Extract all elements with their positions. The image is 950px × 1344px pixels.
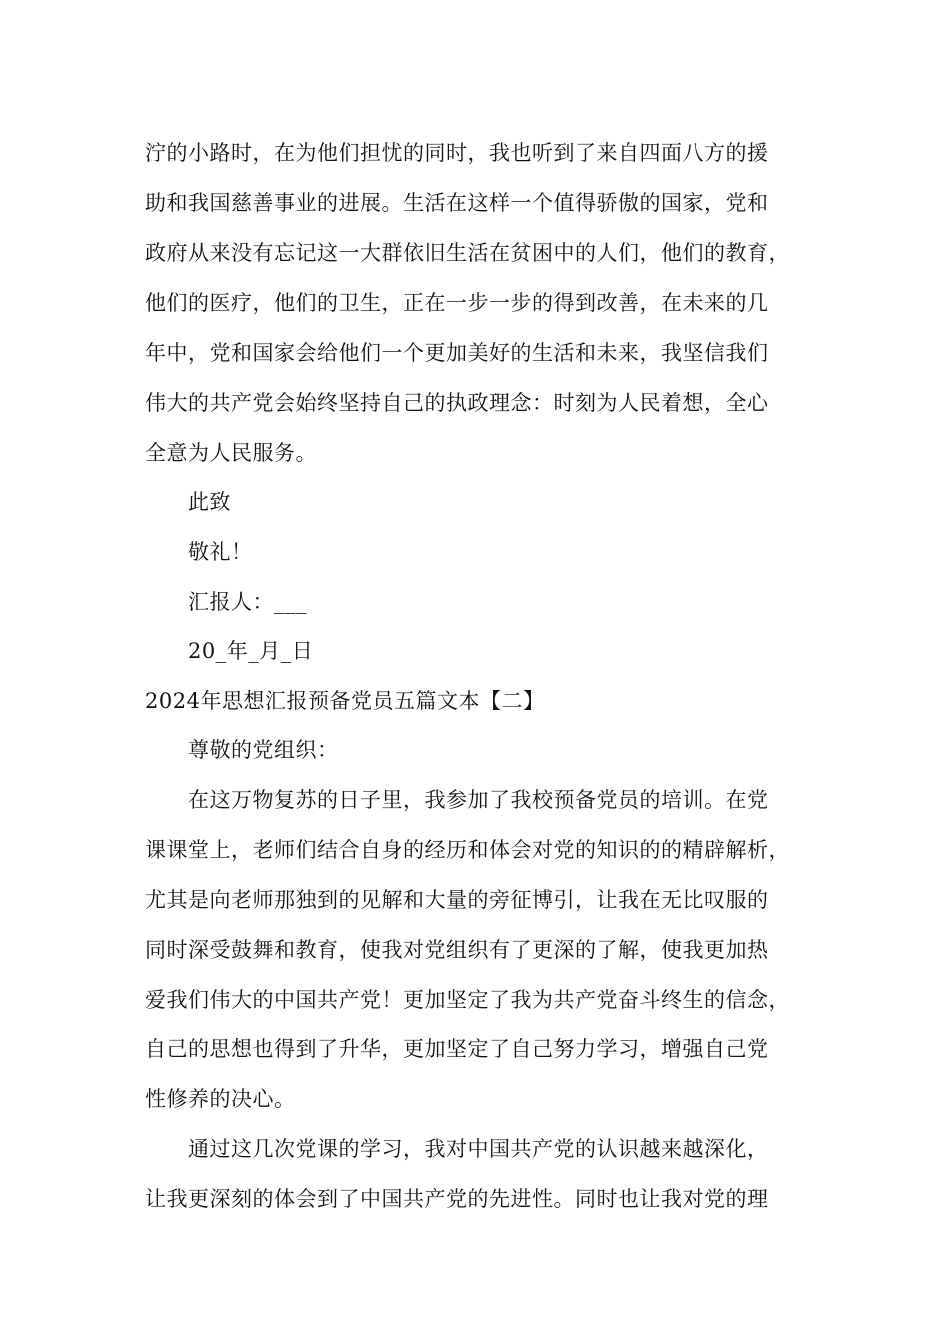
body-text-line: 他们的医疗，他们的卫生，正在一步一步的得到改善，在未来的几: [145, 291, 769, 315]
body-text-line: 在这万物复苏的日子里，我参加了我校预备党员的培训。在党: [188, 788, 769, 812]
body-text-line: 课课堂上，老师们结合自身的经历和体会对党的知识的的精辟解析，: [145, 838, 790, 862]
body-text-line: 尤其是向老师那独到的见解和大量的旁征博引，让我在无比叹服的: [145, 888, 769, 912]
body-text-line: 伟大的共产党会始终坚持自己的执政理念：时刻为人民着想，全心: [145, 391, 769, 415]
body-text-line: 年中，党和国家会给他们一个更加美好的生活和未来，我坚信我们: [145, 341, 769, 365]
body-text-line: 泞的小路时，在为他们担忧的同时，我也听到了来自四面八方的援: [145, 141, 769, 165]
closing-salutation: 此致: [188, 490, 231, 514]
body-text-line: 自己的思想也得到了升华，更加坚定了自己努力学习，增强自己党: [145, 1037, 769, 1061]
body-text-line: 全意为人民服务。: [145, 441, 317, 465]
greeting: 尊敬的党组织：: [188, 738, 339, 762]
body-text-line: 同时深受鼓舞和教育，使我对党组织有了更深的了解，使我更加热: [145, 938, 769, 962]
section-title: 2024年思想汇报预备党员五篇文本【二】: [145, 689, 545, 713]
body-text-line: 政府从来没有忘记这一大群依旧生活在贫困中的人们，他们的教育，: [145, 241, 790, 265]
body-text-line: 助和我国慈善事业的进展。生活在这样一个值得骄傲的国家，党和: [145, 191, 769, 215]
body-text-line: 性修养的决心。: [145, 1087, 296, 1111]
body-text-line: 通过这几次党课的学习，我对中国共产党的认识越来越深化，: [188, 1137, 769, 1161]
date-line: 20_年_月_日: [188, 639, 314, 663]
body-text-line: 爱我们伟大的中国共产党！更加坚定了我为共产党奋斗终生的信念，: [145, 988, 790, 1012]
body-text-line: 让我更深刻的体会到了中国共产党的先进性。同时也让我对党的理: [145, 1187, 769, 1211]
closing-respect: 敬礼！: [188, 540, 253, 564]
reporter-line: 汇报人：___: [188, 590, 307, 614]
